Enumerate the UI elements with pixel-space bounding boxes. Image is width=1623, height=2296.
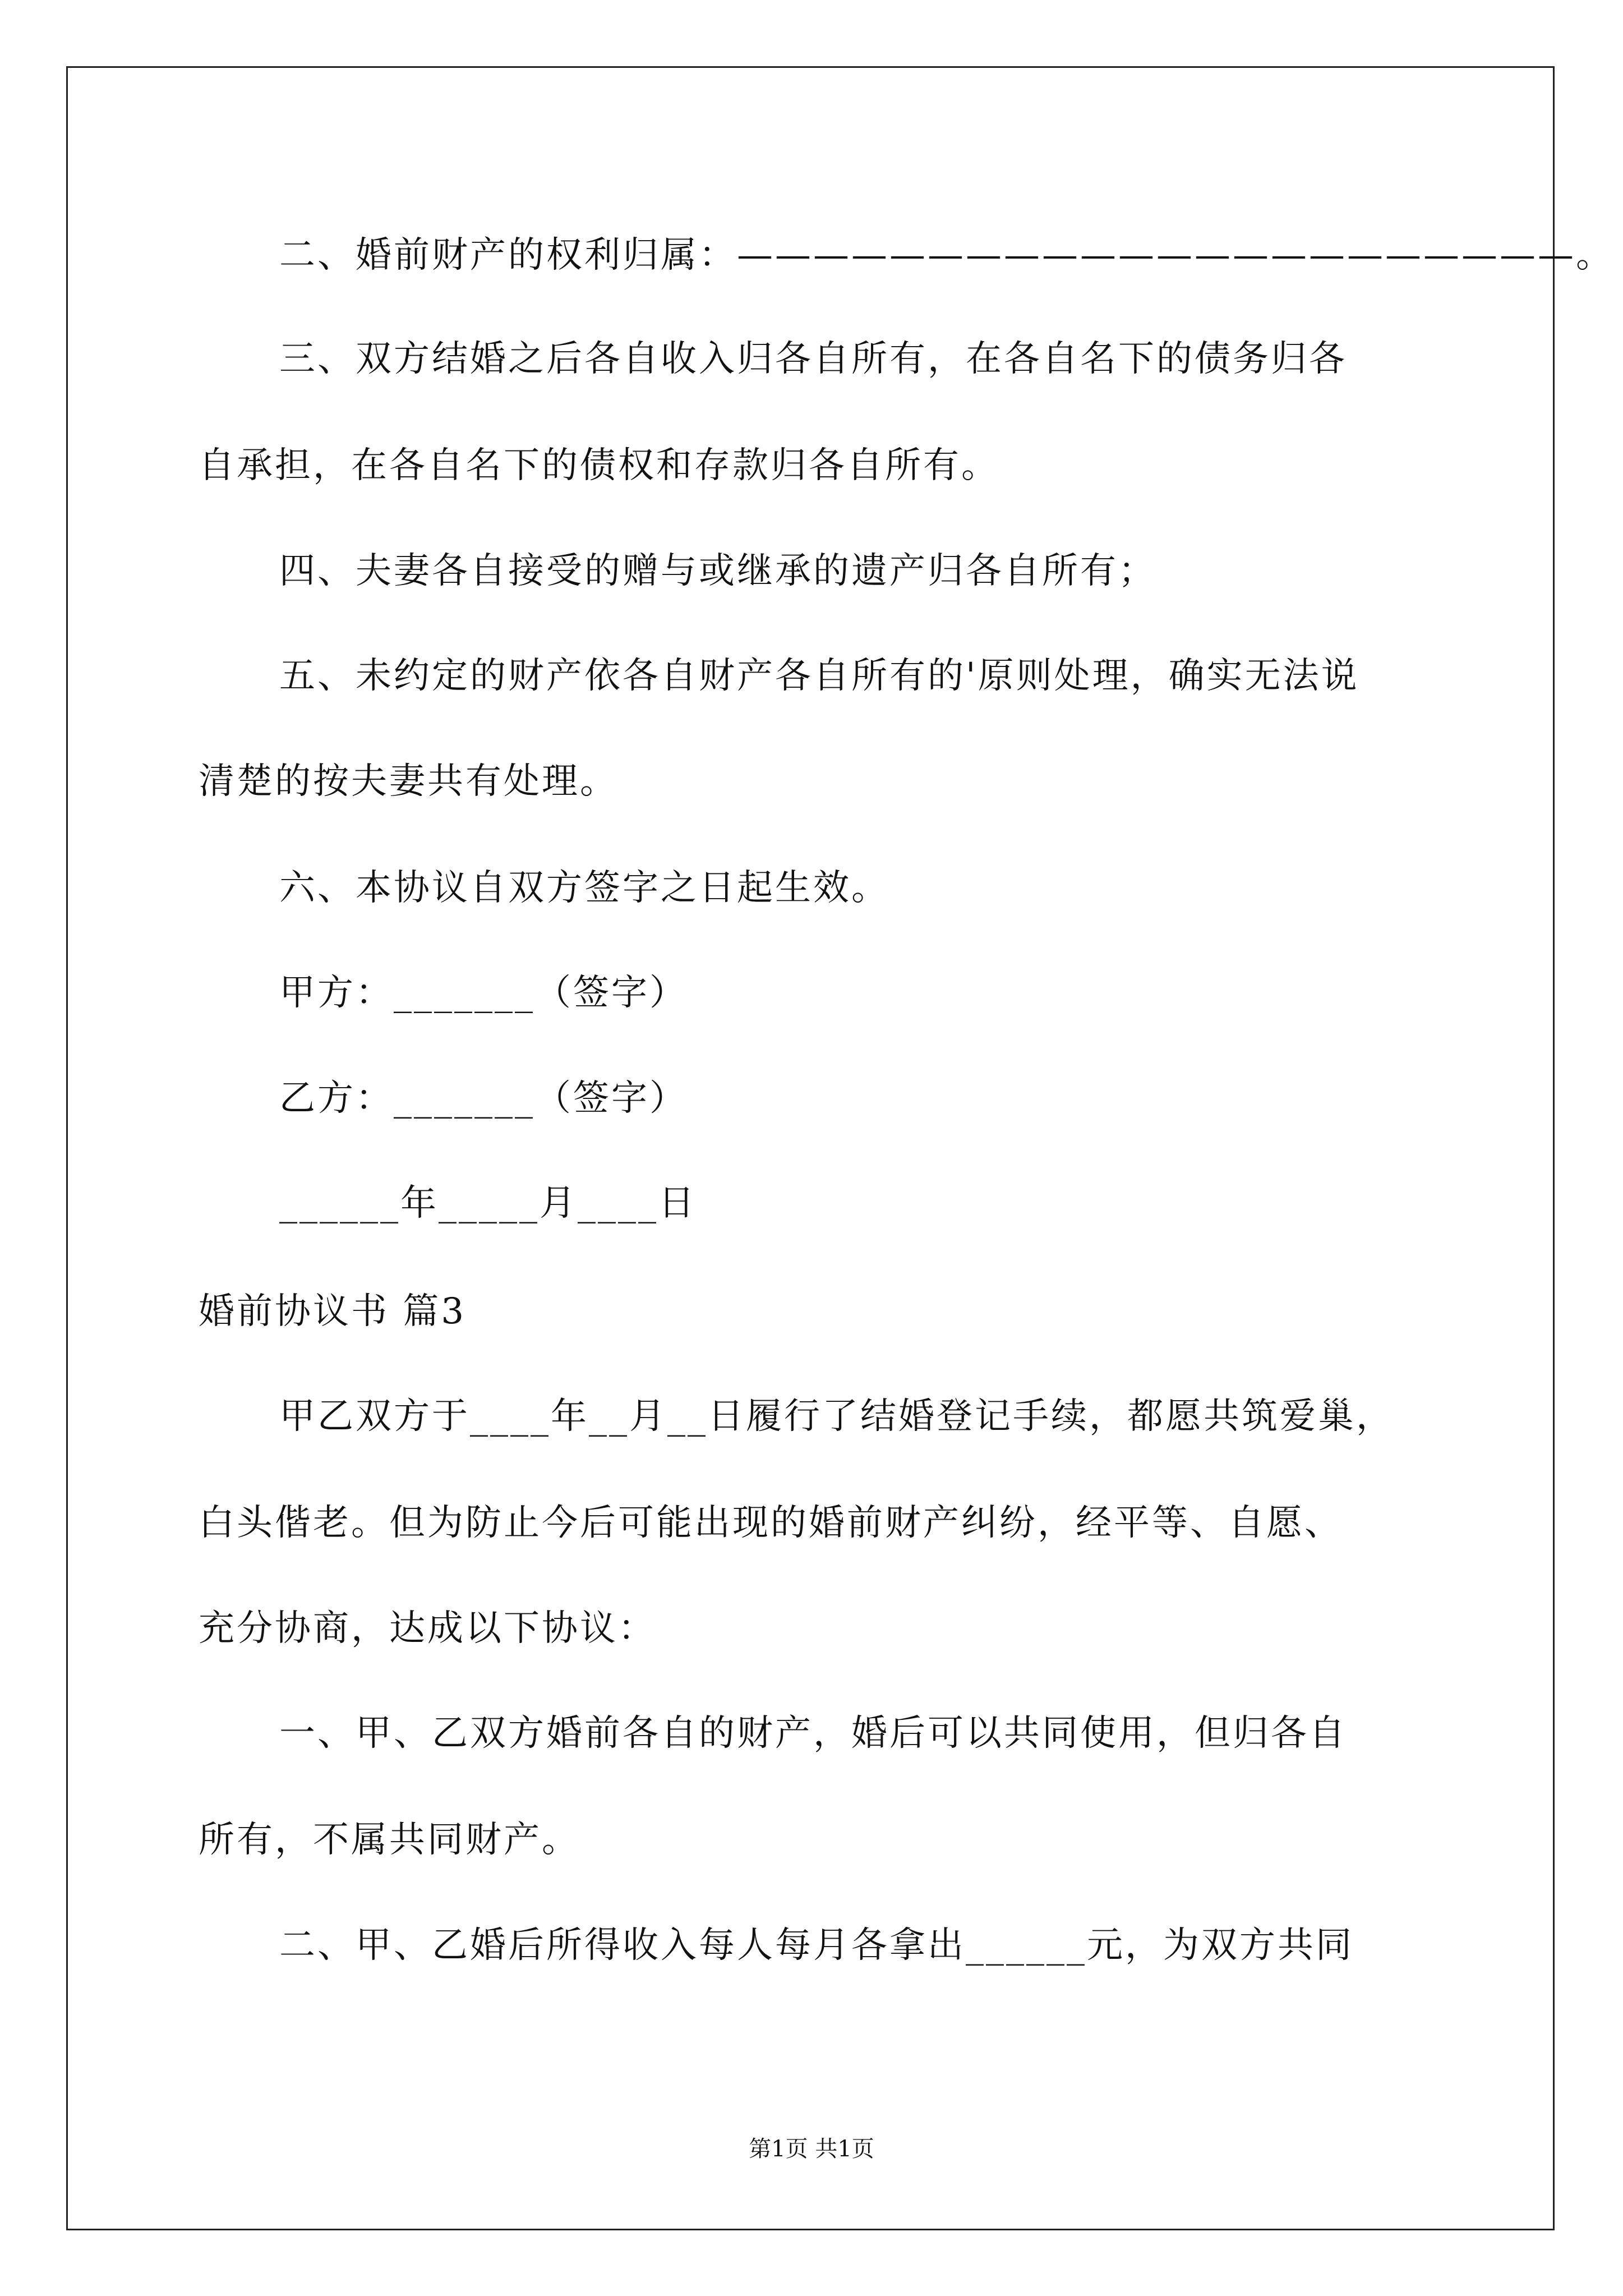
clause-6-effective: 六、本协议自双方签字之日起生效。 xyxy=(279,867,889,909)
clause-2-premarital-property: 二、婚前财产的权利归属：——————————————————————。 xyxy=(279,234,1614,276)
page-footer: 第1页 共1页 xyxy=(749,2136,874,2162)
clause-5-line-2: 清楚的按夫妻共有处理。 xyxy=(199,761,618,802)
preamble-line-2: 白头偕老。但为防止今后可能出现的婚前财产纠纷，经平等、自愿、 xyxy=(199,1502,1343,1544)
page-border xyxy=(66,66,1555,2230)
party-b-signature: 乙方：_______（签字） xyxy=(279,1078,688,1119)
preamble-line-3: 充分协商，达成以下协议： xyxy=(199,1608,656,1649)
party-a-signature: 甲方：_______（签字） xyxy=(279,972,688,1014)
clause-5-line-1: 五、未约定的财产依各自财产各自所有的'原则处理，确实无法说 xyxy=(279,655,1359,697)
section-heading: 婚前协议书 篇3 xyxy=(199,1291,467,1332)
clause-3-line-2: 自承担，在各自名下的债权和存款归各自所有。 xyxy=(199,445,999,486)
date-line: ______年_____月____日 xyxy=(279,1182,697,1224)
article-2-line-1: 二、甲、乙婚后所得收入每人每月各拿出______元，为双方共同 xyxy=(279,1925,1354,1966)
article-1-line-1: 一、甲、乙双方婚前各自的财产，婚后可以共同使用，但归各自 xyxy=(279,1713,1347,1754)
clause-4-gifts-inheritance: 四、夫妻各自接受的赠与或继承的遗产归各自所有； xyxy=(279,550,1156,592)
preamble-line-1: 甲乙双方于____年__月__日履行了结婚登记手续，都愿共筑爱巢， xyxy=(279,1396,1394,1437)
article-1-line-2: 所有，不属共同财产。 xyxy=(199,1819,580,1861)
clause-3-line-1: 三、双方结婚之后各自收入归各自所有，在各自名下的债务归各 xyxy=(279,338,1347,380)
